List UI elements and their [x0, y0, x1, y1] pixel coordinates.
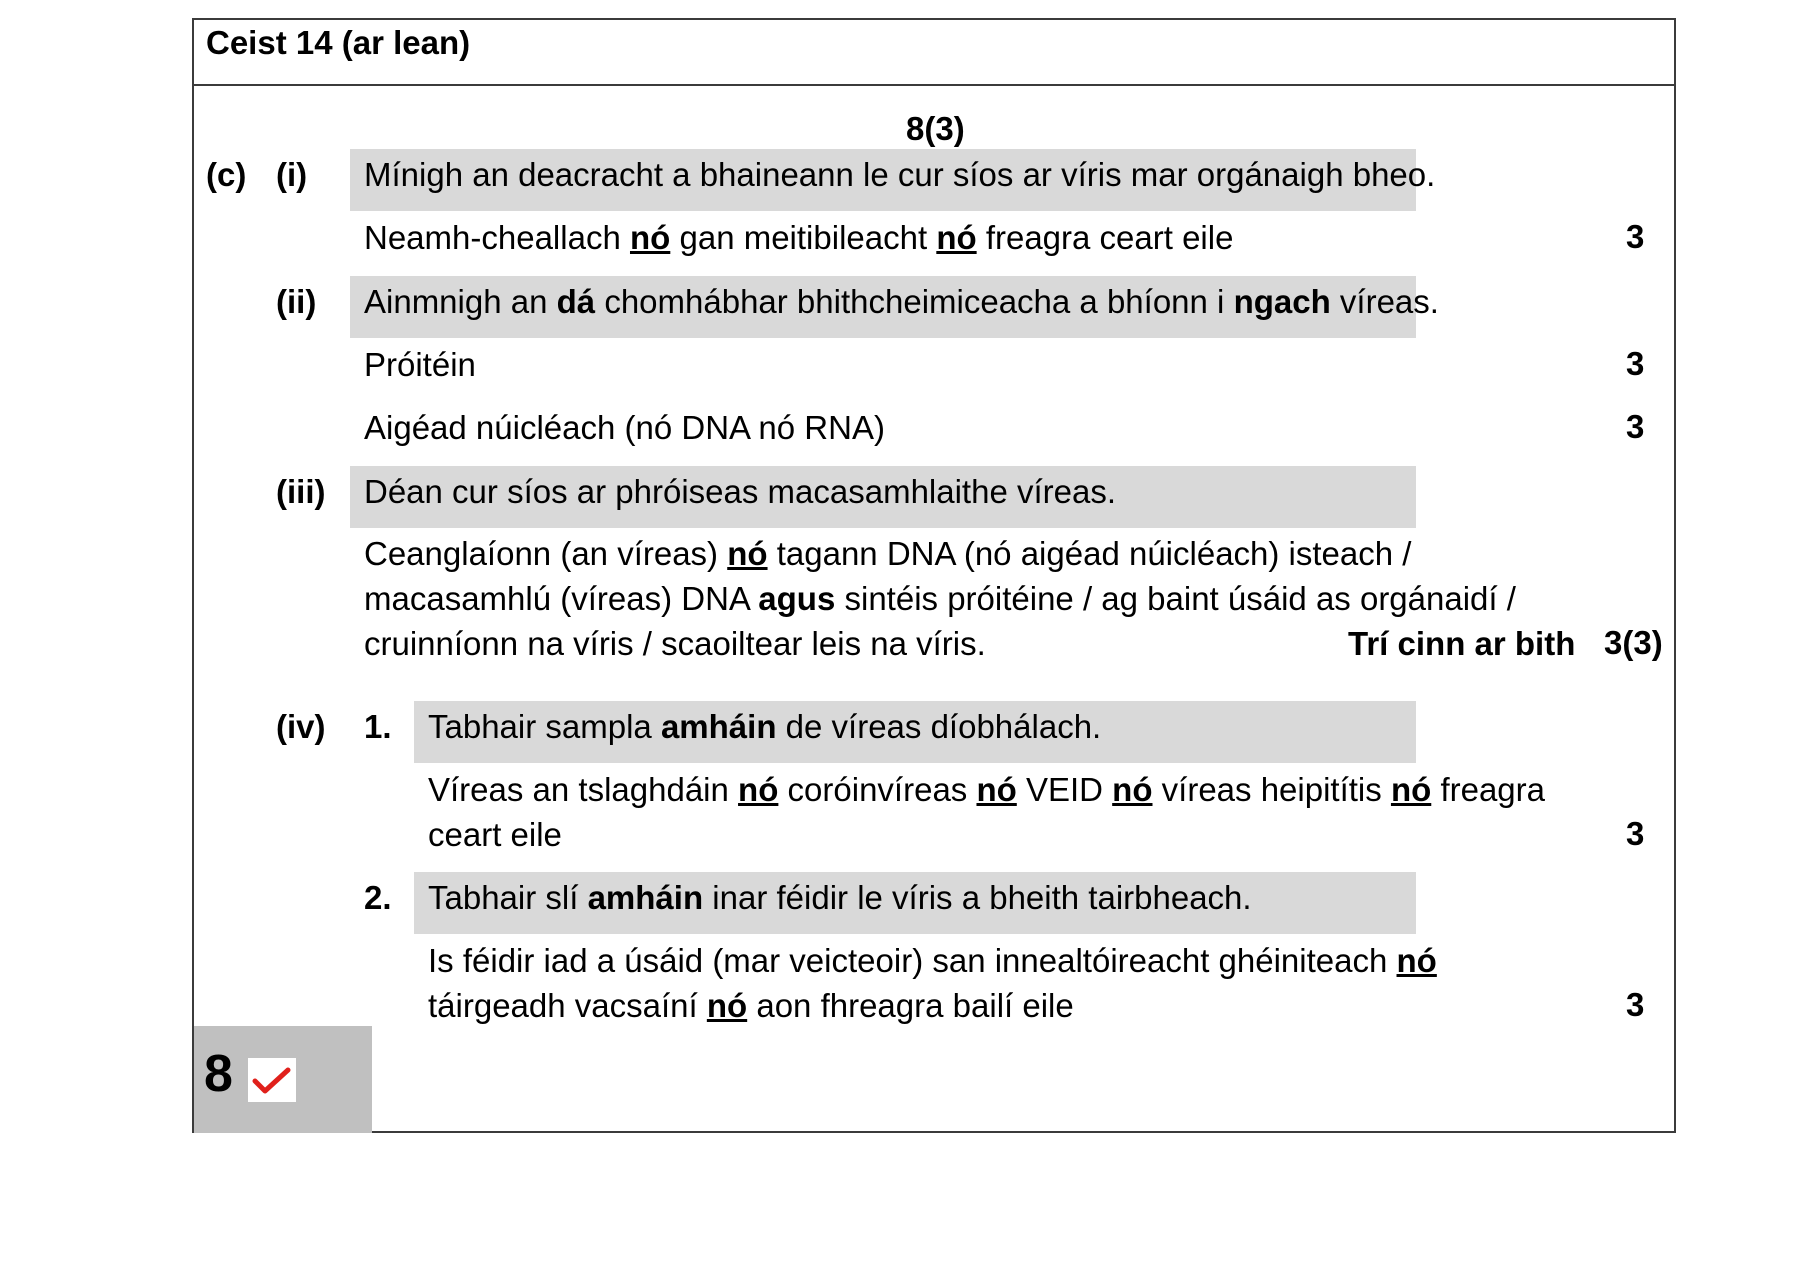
question-iv-2: Tabhair slí amháin inar féidir le víris a bheith tairbheach.	[428, 879, 1252, 916]
answer-iii-line2: macasamhlú (víreas) DNA agus sintéis próitéine / ag baint úsáid as orgánaidí /	[364, 580, 1516, 617]
answer-iv-2-line2: táirgeadh vacsaíní nó aon fhreagra bailí eile	[428, 987, 1074, 1024]
answer-i: Neamh-cheallach nó gan meitibileacht nó freagra ceart eile	[364, 219, 1234, 256]
question-iv-1: Tabhair sampla amháin de víreas díobhálach.	[428, 708, 1102, 745]
page-title: Ceist 14 (ar lean)	[206, 24, 471, 61]
answer-ii-1: Próitéin	[364, 346, 476, 383]
question-ii: Ainmnigh an dá chomhábhar bhithcheimiceacha a bhíonn i ngach víreas.	[364, 283, 1439, 320]
marking-scheme-table	[192, 18, 1676, 1133]
item-label-iii: (iii)	[276, 473, 326, 510]
answer-iv-1-line1: Víreas an tslaghdáin nó coróinvíreas nó VEID nó víreas heipitítis nó freagra	[428, 771, 1545, 808]
section-total: 8(3)	[906, 110, 965, 147]
question-bar-i	[350, 149, 1436, 211]
question-iii: Déan cur síos ar phróiseas macasamhlaithe víreas.	[364, 473, 1117, 510]
mark-ii-1: 3	[1626, 345, 1645, 382]
question-bar-iv-1	[414, 701, 1416, 763]
answer-iv-1-line2: ceart eile	[428, 816, 562, 853]
question-bar-ii	[350, 276, 1439, 338]
answer-iii-line1: Ceanglaíonn (an víreas) nó tagann DNA (nó aigéad núicléach) isteach /	[364, 535, 1412, 572]
score-value: 8	[204, 1045, 233, 1103]
answer-ii-2: Aigéad núicléach (nó DNA nó RNA)	[364, 409, 885, 446]
item-label-ii: (ii)	[276, 283, 317, 320]
item-label-iv: (iv)	[276, 708, 326, 745]
subitem-num-2: 2.	[364, 879, 392, 916]
mark-ii-2: 3	[1626, 408, 1645, 445]
part-label: (c)	[206, 156, 247, 193]
checkmark-icon	[248, 1058, 296, 1102]
score-box	[194, 1026, 372, 1133]
mark-iv-1: 3	[1626, 815, 1645, 852]
question-bar-iv-2	[414, 872, 1416, 934]
subitem-num-1: 1.	[364, 708, 392, 745]
tick-box	[248, 1058, 296, 1102]
mark-iii: 3(3)	[1604, 624, 1663, 661]
header-divider	[194, 84, 1674, 86]
question-i: Mínigh an deacracht a bhaineann le cur síos ar víris mar orgánaigh bheo.	[364, 156, 1436, 193]
note-iii: Trí cinn ar bith	[1348, 625, 1576, 662]
answer-iv-2-line1: Is féidir iad a úsáid (mar veicteoir) san innealtóireacht ghéiniteach nó	[428, 942, 1437, 979]
question-bar-iii	[350, 466, 1416, 528]
mark-iv-2: 3	[1626, 986, 1645, 1023]
answer-iii-line3: cruinníonn na víris / scaoiltear leis na víris.	[364, 625, 986, 662]
item-label-i: (i)	[276, 156, 308, 193]
mark-i: 3	[1626, 218, 1645, 255]
